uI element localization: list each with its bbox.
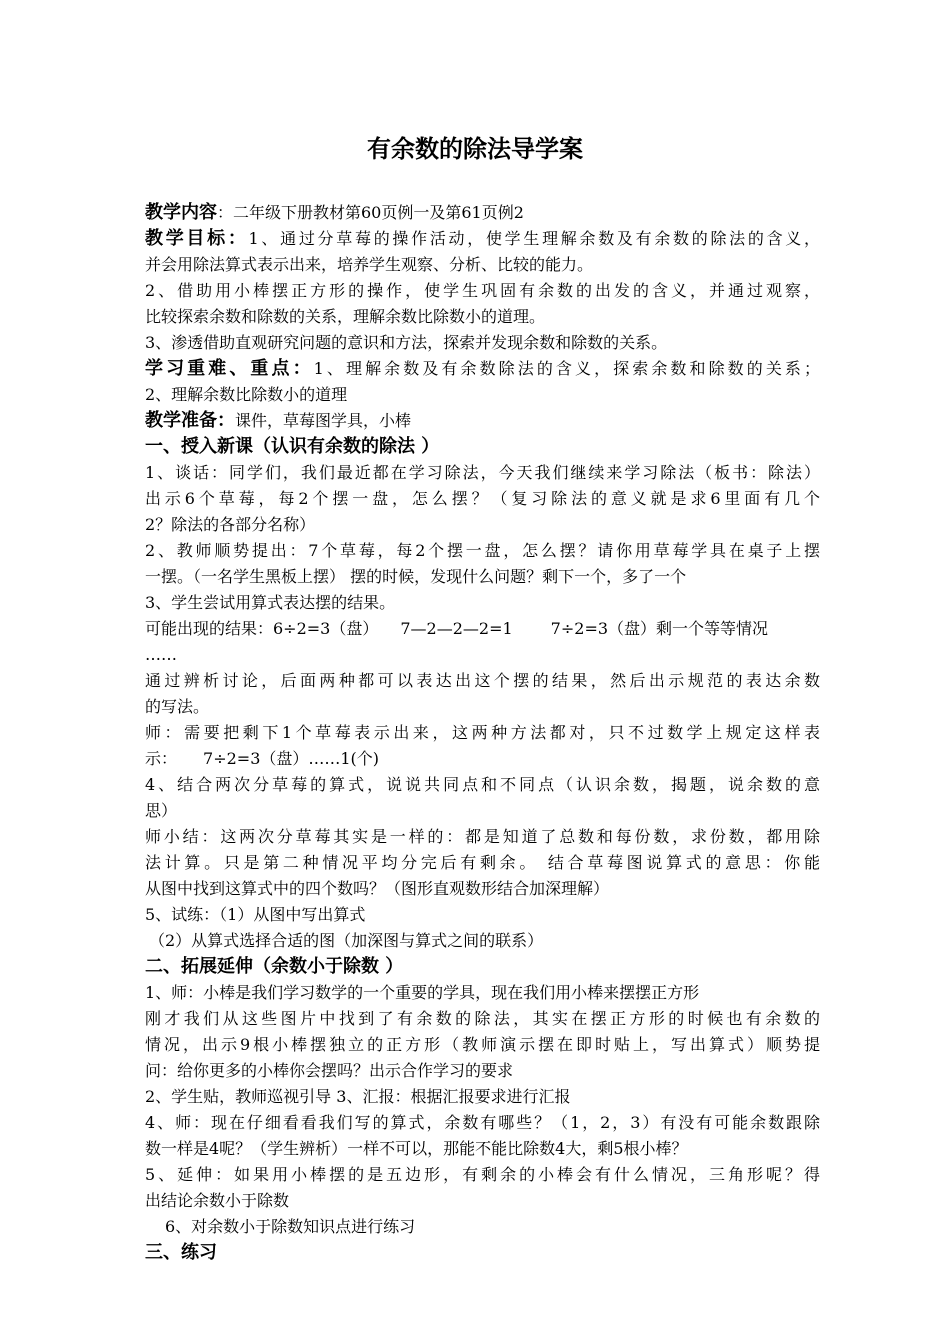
goals-label: 教学目标：: [145, 228, 249, 249]
goal-line: 3、渗透借助直观研究问题的意识和方法，探索并发现余数和除数的关系。: [145, 333, 668, 352]
paragraph-line: 6、对余数小于除数知识点进行练习: [165, 1217, 416, 1236]
goals-line: [145, 226, 820, 252]
formula-prefix: 示：: [145, 749, 178, 768]
paragraph-line: 一摆。（一名学生黑板上摆） 摆的时候，发现什么问题？剩下一个，多了一个: [145, 567, 687, 586]
paragraph-line: 师小结：这两次分草莓其实是一样的：都是知道了总数和每份数，求份数，都用除: [145, 827, 820, 846]
paragraph-line: 通过辨析讨论，后面两种都可以表达出这个摆的结果，然后出示规范的表达余数: [145, 671, 820, 690]
possible-result-c: 7÷2=3（盘）剩一个等等情况: [550, 619, 769, 638]
paragraph-line: 刚才我们从这些图片中找到了有余数的除法，其实在摆正方形的时候也有余数的: [145, 1009, 820, 1028]
goal-line: 比较探索余数和除数的关系，理解余数比除数小的道理。: [145, 307, 546, 326]
possible-results-line: [145, 616, 820, 642]
paragraph-line: 情况，出示9根小棒摆独立的正方形（教师演示摆在即时贴上，写出算式）顺势提: [145, 1035, 820, 1054]
key-text: 1、理解余数及有余数除法的含义，探索余数和除数的关系；: [313, 359, 821, 378]
prep-line: [145, 408, 820, 434]
paragraph-line: 3、学生尝试用算式表达摆的结果。: [145, 593, 396, 612]
ellipsis-line: ……: [145, 645, 177, 664]
section-heading-2: 二、拓展延伸（余数小于除数 ）: [145, 956, 404, 977]
paragraph-line: 5、试练：（1）从图中写出算式: [145, 905, 366, 924]
paragraph-line: 出示6个草莓，每2个摆一盘，怎么摆？（复习除法的意义就是求6里面有几个: [145, 489, 820, 508]
paragraph-line: 数一样是4呢？（学生辨析）一样不可以，那能不能比除数4大，剩5根小棒？: [145, 1139, 688, 1158]
page-title: 有余数的除法导学案: [367, 135, 583, 163]
section-heading-3: 三、练习: [145, 1242, 217, 1263]
section-heading-1: 一、授入新课（认识有余数的除法 ）: [145, 436, 440, 457]
paragraph-line: 2、学生贴，教师巡视引导 3、汇报：根据汇报要求进行汇报: [145, 1087, 571, 1106]
paragraph-line: 问：给你更多的小棒你会摆吗？出示合作学习的要求: [145, 1061, 514, 1080]
paragraph-line: 1、师：小棒是我们学习数学的一个重要的学具，现在我们用小棒来摆摆正方形: [145, 983, 700, 1002]
document-body: [145, 200, 820, 1266]
goal-text: 1、通过分草莓的操作活动，使学生理解余数及有余数的除法的含义，: [248, 229, 820, 248]
paragraph-line: 思）: [145, 801, 178, 820]
key-label: 学习重难、重点：: [145, 358, 314, 379]
possible-result-b: 7—2—2—2=1: [400, 619, 513, 638]
paragraph-line: 1、谈话：同学们，我们最近都在学习除法，今天我们继续来学习除法（板书：除法）: [145, 463, 820, 482]
prep-label: 教学准备：: [145, 410, 235, 431]
prep-text: 课件，草莓图学具，小棒: [235, 411, 412, 430]
paragraph-line: 4、结合两次分草莓的算式，说说共同点和不同点（认识余数，揭题，说余数的意: [145, 775, 820, 794]
paragraph-line: 4、师：现在仔细看看我们写的算式，余数有哪些？（1，2，3）有没有可能余数跟除: [145, 1113, 820, 1132]
paragraph-line: 法计算。只是第二种情况平均分完后有剩余。 结合草莓图说算式的意思：你能: [145, 853, 820, 872]
formula: 7÷2=3（盘）……1(个): [203, 749, 380, 768]
paragraph-line: （2）从算式选择合适的图（加深图与算式之间的联系）: [149, 931, 544, 950]
paragraph-line: 师：需要把剩下1个草莓表示出来，这两种方法都对，只不过数学上规定这样表: [145, 723, 820, 742]
goal-line: 2、借助用小棒摆正方形的操作，使学生巩固有余数的出发的含义，并通过观察，: [145, 281, 820, 300]
paragraph-line: 2、教师顺势提出：7个草莓，每2个摆一盘，怎么摆？请你用草莓学具在桌子上摆: [145, 541, 820, 560]
key-line-2: 2、理解余数比除数小的道理: [145, 385, 348, 404]
key-line: [145, 356, 820, 382]
goal-line: 并会用除法算式表示出来，培养学生观察、分析、比较的能力。: [145, 255, 594, 274]
paragraph-line: 从图中找到这算式中的四个数吗？（图形直观数形结合加深理解）: [145, 879, 610, 898]
content-line: [145, 200, 820, 226]
formula-line: [145, 746, 820, 772]
content-text: ：二年级下册教材第60页例一及第61页例2: [217, 203, 524, 222]
paragraph-line: 出结论余数小于除数: [145, 1191, 290, 1210]
paragraph-line: 的写法。: [145, 697, 210, 716]
possible-result-a: 可能出现的结果：6÷2=3（盘）: [145, 619, 379, 638]
paragraph-line: 2？除法的各部分名称）: [145, 515, 316, 534]
content-label: 教学内容: [145, 202, 217, 223]
paragraph-line: 5、延伸：如果用小棒摆的是五边形，有剩余的小棒会有什么情况，三角形呢？得: [145, 1165, 820, 1184]
